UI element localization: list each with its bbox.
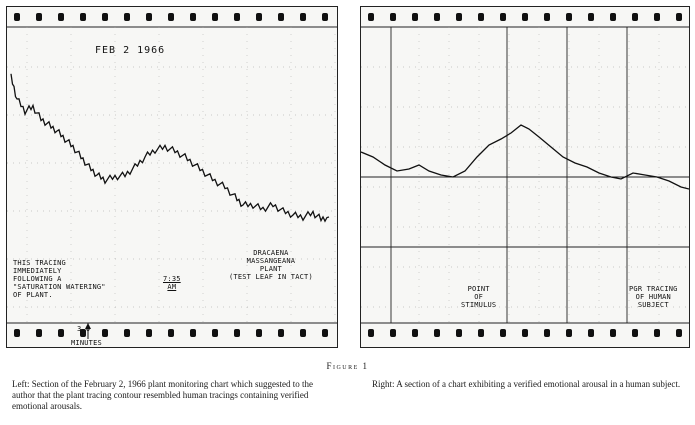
perforation-hole [190,13,196,21]
perforation-hole [632,329,638,337]
perforation-hole [168,329,174,337]
perforation-hole [632,13,638,21]
perforation-hole [676,329,682,337]
perforation-hole [456,329,462,337]
perforation-hole [322,13,328,21]
perforation-hole [588,13,594,21]
perforation-hole [212,13,218,21]
perforation-hole [478,13,484,21]
perforation-hole [544,329,550,337]
scale-unit: MINUTES [71,339,102,347]
perforation-hole [654,329,660,337]
right-perforation-bottom [368,329,682,337]
scale-value: 3.0 [77,325,91,333]
perforation-hole [300,329,306,337]
perforation-hole [522,13,528,21]
perforation-hole [278,13,284,21]
perforation-hole [456,13,462,21]
perforation-hole [80,13,86,21]
perforation-hole [124,13,130,21]
perforation-hole [566,329,572,337]
perforation-hole [168,13,174,21]
perforation-hole [146,13,152,21]
saturation-note: THIS TRACING IMMEDIATELY FOLLOWING A "SATURATION WATERING" OF PLANT. [13,259,106,299]
perforation-hole [544,13,550,21]
perforation-hole [390,13,396,21]
perforation-hole [654,13,660,21]
perforation-hole [368,329,374,337]
perforation-hole [58,13,64,21]
perforation-hole [234,329,240,337]
perforation-hole [412,329,418,337]
perforation-hole [588,329,594,337]
figure-label: Figure 1 [326,361,369,371]
left-caption: Left: Section of the February 2, 1966 plant monitoring chart which suggested to the author that the plant tracing contour resembled human tracings containing verified emotional arousals. [12,379,313,411]
left-perforation-top [14,13,328,21]
right-chart-panel [360,6,690,348]
chart-date: FEB 2 1966 [95,45,166,56]
left-perforation-bottom [14,329,328,337]
perforation-hole [102,329,108,337]
perforation-hole [256,329,262,337]
perforation-hole [36,329,42,337]
perforation-hole [234,13,240,21]
perforation-hole [390,329,396,337]
perforation-hole [322,329,328,337]
perforation-hole [300,13,306,21]
plant-specimen-label: DRACAENA MASSANGEANA PLANT (TEST LEAF IN TACT) [229,249,313,281]
pgr-label: PGR TRACING OF HUMAN SUBJECT [629,285,678,309]
perforation-hole [412,13,418,21]
perforation-hole [190,329,196,337]
pgr-tracing-line [361,125,689,189]
perforation-hole [500,329,506,337]
right-caption: Right: A section of a chart exhibiting a verified emotional arousal in a human subject. [372,379,681,389]
perforation-hole [124,329,130,337]
perforation-hole [14,13,20,21]
perforation-hole [478,329,484,337]
perforation-hole [500,13,506,21]
perforation-hole [434,329,440,337]
perforation-hole [566,13,572,21]
perforation-hole [14,329,20,337]
left-chart-panel [6,6,338,348]
time-label: 7:35 AM [163,275,181,291]
stimulus-label: POINT OF STIMULUS [461,285,497,309]
perforation-hole [522,329,528,337]
perforation-hole [434,13,440,21]
perforation-hole [146,329,152,337]
perforation-hole [278,329,284,337]
right-chart-grid [361,27,689,323]
perforation-hole [368,13,374,21]
perforation-hole [212,329,218,337]
perforation-hole [58,329,64,337]
perforation-hole [676,13,682,21]
perforation-hole [36,13,42,21]
perforation-hole [610,13,616,21]
right-perforation-top [368,13,682,21]
perforation-hole [610,329,616,337]
perforation-hole [256,13,262,21]
perforation-hole [102,13,108,21]
plant-tracing-line [11,74,329,221]
